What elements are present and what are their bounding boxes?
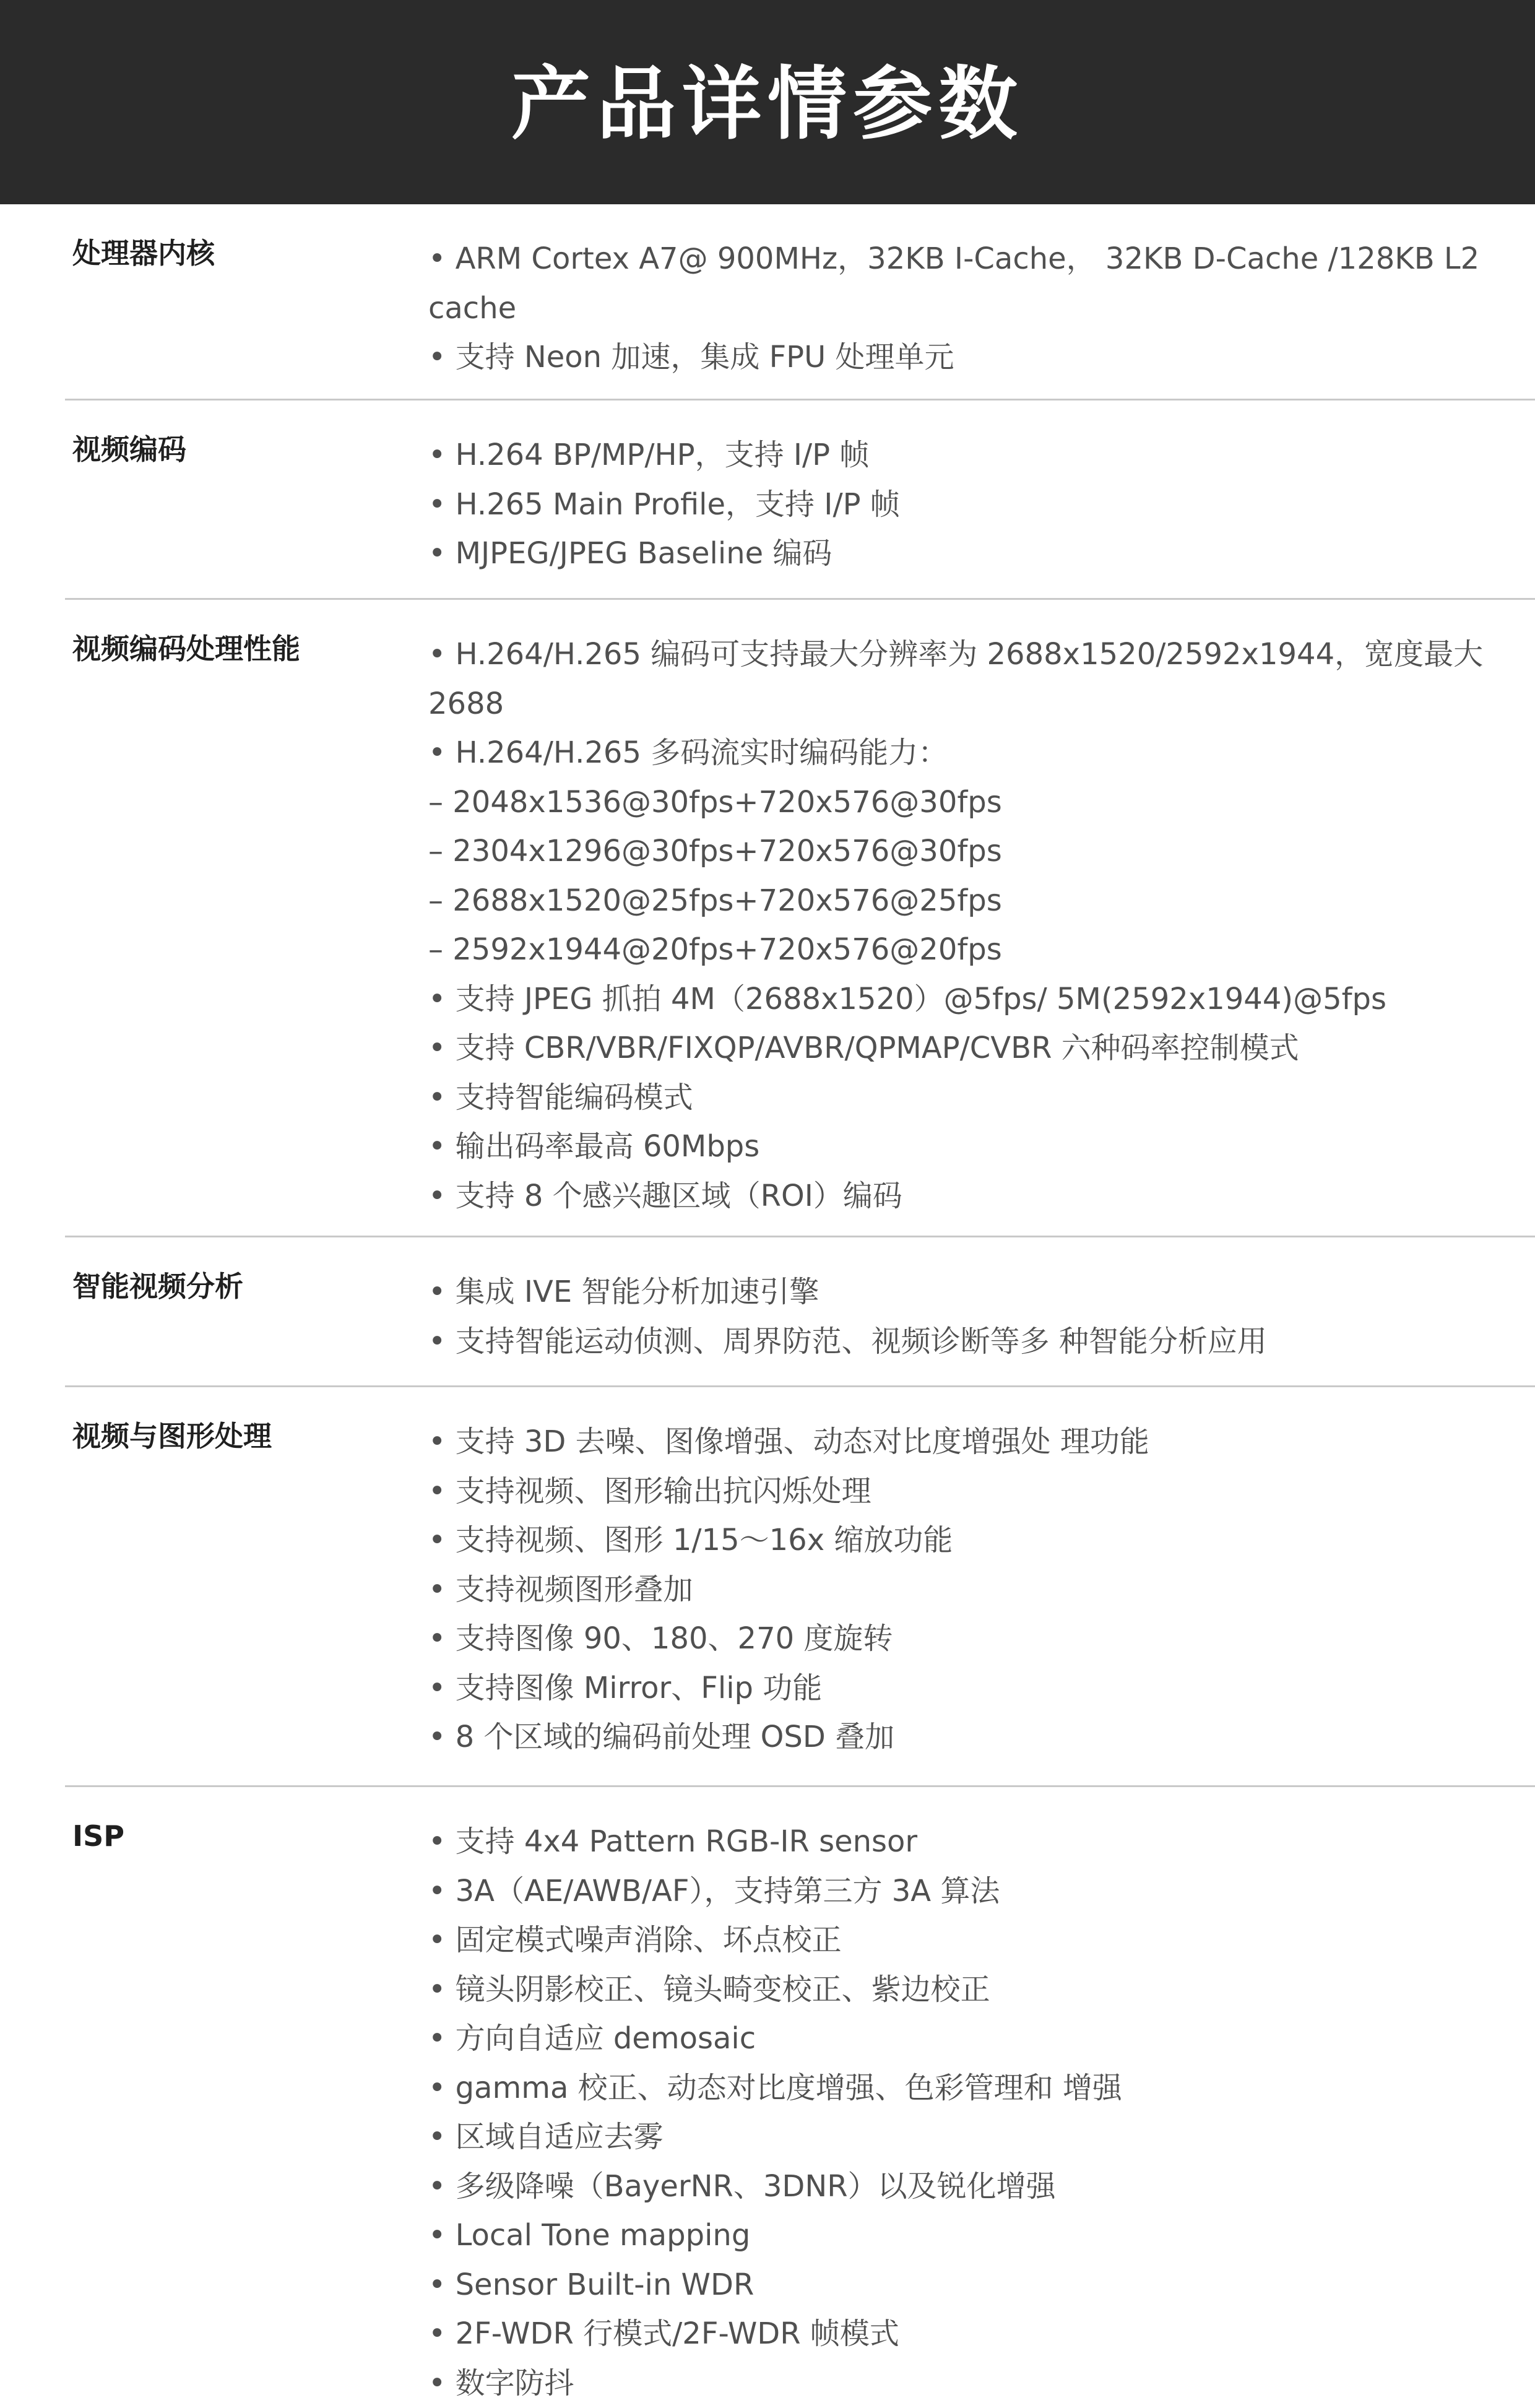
spec-item: • H.265 Main Profile，支持 I/P 帧 bbox=[428, 480, 1535, 530]
spec-item: • 支持 CBR/VBR/FIXQP/AVBR/QPMAP/CVBR 六种码率控制模式 bbox=[428, 1024, 1535, 1073]
spec-item: • H.264/H.265 编码可支持最大分辨率为 2688x1520/2592x1944，宽度最大 bbox=[428, 630, 1535, 680]
spec-item: • 支持 4x4 Pattern RGB-IR sensor bbox=[428, 1817, 1535, 1867]
spec-row-items bbox=[428, 1268, 1535, 1366]
spec-row-intelligent-analysis bbox=[65, 1237, 1535, 1387]
spec-table bbox=[65, 204, 1535, 2406]
spec-item: • 支持视频、图形 1/15～16x 缩放功能 bbox=[428, 1516, 1535, 1566]
spec-item: • 2F-WDR 行模式/2F-WDR 帧模式 bbox=[428, 2310, 1535, 2359]
spec-item: • 支持 3D 去噪、图像增强、动态对比度增强处 理功能 bbox=[428, 1418, 1535, 1467]
spec-item: • 支持视频、图形输出抗闪烁处理 bbox=[428, 1467, 1535, 1517]
spec-item: • 区域自适应去雾 bbox=[428, 2113, 1535, 2162]
spec-item: • 支持 Neon 加速，集成 FPU 处理单元 bbox=[428, 333, 1535, 383]
spec-item: • H.264/H.265 多码流实时编码能力： bbox=[428, 729, 1535, 778]
spec-item: – 2304x1296@30fps+720x576@30fps bbox=[428, 827, 1535, 877]
spec-item: • ARM Cortex A7@ 900MHz，32KB I-Cache， 32KB D-Cache /128KB L2 bbox=[428, 235, 1535, 284]
spec-item: • MJPEG/JPEG Baseline 编码 bbox=[428, 529, 1535, 579]
spec-item: • 支持 8 个感兴趣区域（ROI）编码 bbox=[428, 1172, 1535, 1221]
spec-row-isp bbox=[65, 1787, 1535, 2406]
spec-item: • 多级降噪（BayerNR、3DNR）以及锐化增强 bbox=[428, 2162, 1535, 2212]
spec-row-label: 处理器内核 bbox=[72, 236, 215, 271]
spec-item: • gamma 校正、动态对比度增强、色彩管理和 增强 bbox=[428, 2064, 1535, 2113]
spec-row-label: ISP bbox=[72, 1819, 124, 1853]
spec-item: • 支持智能运动侦测、周界防范、视频诊断等多 种智能分析应用 bbox=[428, 1317, 1535, 1367]
spec-item: • 支持图像 Mirror、Flip 功能 bbox=[428, 1664, 1535, 1713]
spec-item: – 2592x1944@20fps+720x576@20fps bbox=[428, 925, 1535, 975]
spec-row-video-graphics-processing bbox=[65, 1387, 1535, 1787]
spec-item: • Local Tone mapping bbox=[428, 2211, 1535, 2261]
spec-item: • 支持图像 90、180、270 度旋转 bbox=[428, 1614, 1535, 1664]
spec-item: • 8 个区域的编码前处理 OSD 叠加 bbox=[428, 1713, 1535, 1762]
spec-item: • 支持视频图形叠加 bbox=[428, 1566, 1535, 1615]
spec-item: • 支持 JPEG 抓拍 4M（2688x1520）@5fps/ 5M(2592x1944)@5fps bbox=[428, 975, 1535, 1024]
spec-row-label: 视频编码处理性能 bbox=[72, 632, 300, 666]
spec-item: • 集成 IVE 智能分析加速引擎 bbox=[428, 1268, 1535, 1317]
spec-item: • 数字防抖 bbox=[428, 2359, 1535, 2408]
spec-item: • 固定模式噪声消除、坏点校正 bbox=[428, 1916, 1535, 1965]
spec-item: • 方向自适应 demosaic bbox=[428, 2014, 1535, 2064]
spec-item: 2688 bbox=[428, 680, 1535, 729]
spec-item: • 输出码率最高 60Mbps bbox=[428, 1122, 1535, 1172]
spec-item: • Sensor Built-in WDR bbox=[428, 2261, 1535, 2310]
spec-item: • 镜头阴影校正、镜头畸变校正、紫边校正 bbox=[428, 1965, 1535, 2015]
spec-row-items bbox=[428, 630, 1535, 1221]
spec-row-encoding-performance bbox=[65, 600, 1535, 1237]
spec-row-items bbox=[428, 1817, 1535, 2408]
spec-item: – 2688x1520@25fps+720x576@25fps bbox=[428, 877, 1535, 926]
page-title: 产品详情参数 bbox=[511, 40, 1024, 154]
spec-item: • 支持智能编码模式 bbox=[428, 1073, 1535, 1123]
spec-row-video-encoding bbox=[65, 401, 1535, 600]
spec-row-label: 视频编码 bbox=[72, 433, 186, 467]
spec-row-label: 视频与图形处理 bbox=[72, 1419, 272, 1453]
spec-item: • 3A（AE/AWB/AF），支持第三方 3A 算法 bbox=[428, 1867, 1535, 1916]
spec-row-items bbox=[428, 1418, 1535, 1762]
spec-row-label: 智能视频分析 bbox=[72, 1270, 243, 1304]
spec-item: – 2048x1536@30fps+720x576@30fps bbox=[428, 778, 1535, 828]
spec-row-items bbox=[428, 235, 1535, 383]
spec-item: cache bbox=[428, 284, 1535, 334]
page-header bbox=[0, 0, 1535, 204]
spec-row-items bbox=[428, 431, 1535, 579]
spec-item: • H.264 BP/MP/HP，支持 I/P 帧 bbox=[428, 431, 1535, 480]
spec-row-processor-core bbox=[65, 204, 1535, 401]
